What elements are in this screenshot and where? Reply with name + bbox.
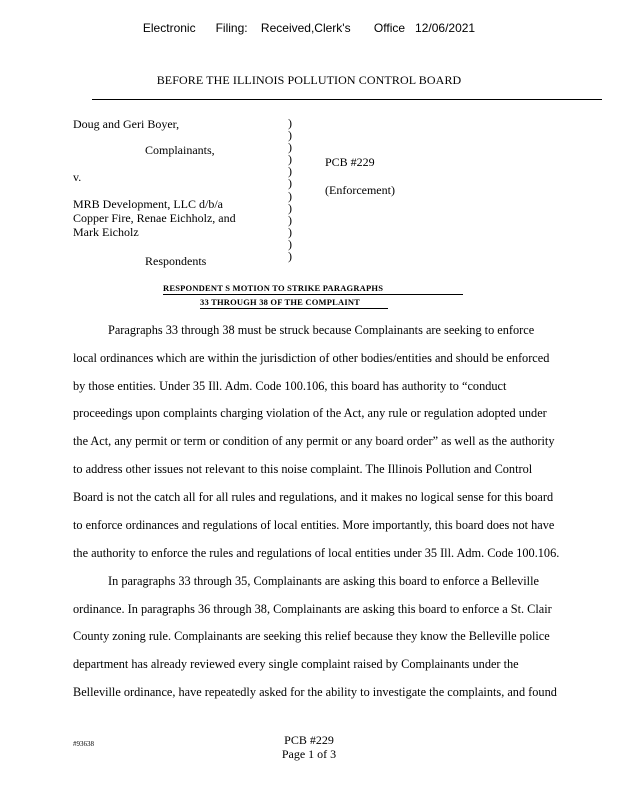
body-line: Board is not the catch all for all rules and regulations, and it makes no logical sense for this board (73, 490, 554, 504)
caption-bracket (288, 117, 292, 262)
footer-case-number: PCB #229 (284, 733, 334, 747)
bracket-mark: ) (288, 140, 292, 155)
body-line: local ordinances which are within the jurisdiction of other bodies/entities and should be enforced (73, 351, 550, 365)
body-line: the Act, any permit or term or condition of any permit or any board order” as well as the authority (73, 434, 555, 448)
board-title: BEFORE THE ILLINOIS POLLUTION CONTROL BOARD (156, 73, 462, 87)
body-line: the authority to enforce the rules and regulations of local entities under 35 Ill. Adm. Code 100.106. (73, 546, 560, 560)
bracket-mark: ) (288, 188, 292, 203)
bracket-mark: ) (288, 200, 292, 215)
respondent-line-1: MRB Development, LLC d/b/a (73, 197, 223, 211)
body-line: proceedings upon complaints charging violation of the Act, any rule or regulation adopted under (73, 406, 547, 420)
bracket-mark: ) (288, 152, 292, 167)
body-line: to enforce ordinances and regulations of local entities. More importantly, this board does not have (73, 518, 555, 532)
body-line: County zoning rule. Complainants are seeking this relief because they know the Belleville police (73, 629, 550, 643)
bracket-mark: ) (288, 176, 292, 191)
page-number: Page 1 of 3 (281, 747, 337, 761)
motion-title-line-1: RESPONDENT S MOTION TO STRIKE PARAGRAPHS (163, 283, 463, 295)
document-id: #93638 (73, 740, 94, 748)
complainant-role: Complainants, (145, 143, 215, 157)
filing-stamp: Electronic Filing: Received,Clerk's Office 12/06/2021 (142, 21, 476, 35)
body-line: ordinance. In paragraphs 36 through 38, Complainants are asking this board to enforce a St. Clair (73, 602, 552, 616)
case-number: PCB #229 (325, 155, 375, 169)
bracket-mark: ) (288, 224, 292, 239)
title-divider (92, 99, 602, 100)
body-line: In paragraphs 33 through 35, Complainants are asking this board to enforce a Belleville (108, 574, 539, 588)
bracket-mark: ) (288, 116, 292, 130)
case-type: (Enforcement) (325, 183, 395, 197)
body-line: Paragraphs 33 through 38 must be struck because Complainants are seeking to enforce (108, 323, 535, 337)
body-line: department has already reviewed every single complaint raised by Complainants under the (73, 657, 519, 671)
bracket-mark: ) (288, 249, 292, 264)
versus-label: v. (73, 170, 82, 184)
respondent-line-3: Mark Eicholz (73, 225, 139, 239)
motion-title-line-2: 33 THROUGH 38 OF THE COMPLAINT (200, 297, 388, 309)
body-line: Belleville ordinance, have repeatedly asked for the ability to investigate the complaints, and found (73, 685, 557, 699)
bracket-mark: ) (288, 212, 292, 227)
respondent-line-2: Copper Fire, Renae Eichholz, and (73, 211, 236, 225)
respondent-role: Respondents (145, 254, 207, 268)
bracket-mark: ) (288, 164, 292, 179)
bracket-mark: ) (288, 128, 292, 143)
complainant-names: Doug and Geri Boyer, (73, 117, 180, 131)
body-line: by those entities. Under 35 Ill. Adm. Code 100.106, this board has authority to “conduct (73, 379, 507, 393)
bracket-mark: ) (288, 236, 292, 251)
body-line: to address other issues not relevant to this noise complaint. The Illinois Pollution and Control (73, 462, 533, 476)
